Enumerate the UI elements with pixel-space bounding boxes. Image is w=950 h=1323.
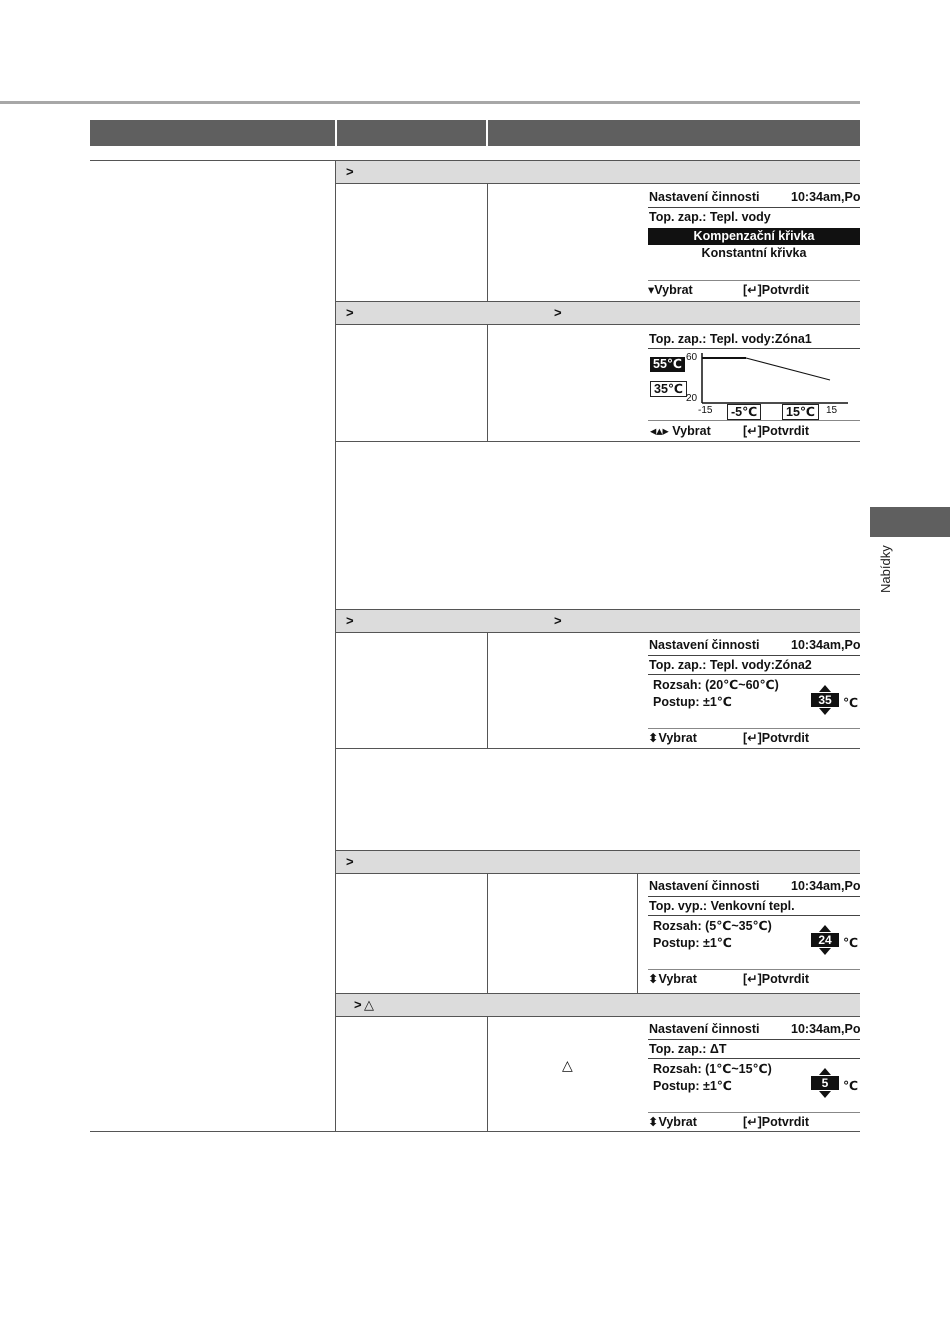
select-hint: ⬍Vybrat	[648, 972, 697, 986]
lcd-header-left: Nastavení činnosti	[649, 1022, 760, 1036]
y-axis-bottom: 20	[686, 393, 698, 404]
confirm-hint: [↵]Potvrdit	[743, 1115, 810, 1129]
chevron-right-icon: >	[554, 305, 562, 320]
select-hint: ⬍Vybrat	[648, 731, 697, 745]
select-hint: ▾Vybrat	[648, 283, 693, 297]
unit-label: ℃	[843, 936, 859, 950]
confirm-hint: [↵]Potvrdit	[743, 972, 810, 986]
section-band-4	[336, 850, 860, 874]
table-header-col1	[90, 120, 335, 146]
step-text: Postup: ±1℃	[653, 695, 732, 709]
confirm-hint: [↵]Potvrdit	[743, 424, 810, 438]
lcd-screen-zone2	[648, 633, 860, 748]
down-arrow-icon[interactable]	[819, 708, 831, 715]
row1-divider	[487, 184, 488, 302]
lcd-screen-outdoor-temp	[648, 874, 860, 993]
table-bottom-line	[90, 1131, 860, 1132]
lcd-header-time: 10:34am,Po	[791, 638, 861, 652]
down-arrow-icon[interactable]	[819, 948, 831, 955]
unit-label: ℃	[843, 1079, 859, 1093]
section-band-5	[336, 993, 860, 1017]
row2-divider	[487, 325, 488, 441]
down-arrow-icon: ▾	[648, 283, 655, 297]
select-hint: ◂▴▸ Vybrat	[650, 424, 711, 438]
range-text: Rozsah: (20℃~60℃)	[653, 678, 779, 692]
value-spinner[interactable]	[810, 1068, 840, 1098]
up-down-arrow-icon: ⬍	[648, 1115, 659, 1129]
row4-divider-b	[637, 874, 638, 993]
up-down-arrow-icon: ⬍	[648, 972, 659, 986]
lcd-subtitle: Top. vyp.: Venkovní tepl.	[649, 899, 795, 913]
x-axis-left: -15	[698, 405, 713, 416]
table-header-col2	[337, 120, 486, 146]
lcd-subtitle: Top. zap.: Tepl. vody:Zóna2	[649, 658, 812, 672]
chevron-right-icon: >	[554, 613, 562, 628]
chevron-right-icon: >	[354, 997, 362, 1012]
side-tab-label: Nabídky	[878, 545, 893, 593]
step-text: Postup: ±1℃	[653, 1079, 732, 1093]
high-outdoor-temp[interactable]: 15℃	[782, 404, 819, 420]
lcd-header-time: 10:34am,Po	[791, 190, 861, 204]
row3-divider	[487, 633, 488, 748]
lcd-subtitle: Top. zap.: ΔT	[649, 1042, 727, 1056]
value-spinner[interactable]	[810, 685, 840, 715]
delta-symbol: △	[364, 997, 374, 1012]
section-band-2	[336, 301, 860, 325]
lcd-header-time: 10:34am,Po	[791, 879, 861, 893]
page-top-rule	[0, 101, 860, 104]
chevron-right-icon: >	[346, 854, 354, 869]
low-outdoor-temp[interactable]: -5℃	[727, 404, 761, 420]
up-arrow-icon[interactable]	[819, 685, 831, 692]
four-way-arrow-icon: ◂▴▸	[650, 424, 673, 438]
lcd-screen-mode-select	[648, 184, 860, 302]
down-arrow-icon[interactable]	[819, 1091, 831, 1098]
spinner-value: 24	[811, 933, 839, 947]
up-arrow-icon[interactable]	[819, 925, 831, 932]
up-down-arrow-icon: ⬍	[648, 731, 659, 745]
option-constant-curve[interactable]: Konstantní křivka	[701, 246, 807, 260]
chevron-right-icon: >	[346, 613, 354, 628]
row5-divider	[487, 1017, 488, 1131]
up-arrow-icon[interactable]	[819, 1068, 831, 1075]
row4-divider-a	[487, 874, 488, 993]
spinner-value: 5	[811, 1076, 839, 1090]
row-line	[336, 748, 860, 749]
section-band-3	[336, 609, 860, 633]
y-axis-top: 60	[686, 352, 698, 363]
section-band-1	[336, 160, 860, 184]
range-text: Rozsah: (5℃~35℃)	[653, 919, 772, 933]
lcd-screen-curve-zone1	[648, 325, 860, 441]
compensation-curve-graph	[698, 353, 848, 405]
chevron-right-icon: >	[346, 164, 354, 179]
spinner-value: 35	[811, 693, 839, 707]
lcd-screen-delta-t	[648, 1017, 860, 1131]
unit-label: ℃	[843, 696, 859, 710]
upper-water-temp[interactable]: 55℃	[650, 357, 685, 372]
table-header-col3	[488, 120, 860, 146]
lower-water-temp[interactable]: 35℃	[650, 381, 687, 397]
lcd-header-left: Nastavení činnosti	[649, 190, 760, 204]
chevron-right-icon: >	[346, 305, 354, 320]
row-line	[336, 441, 860, 442]
option-compensation-curve[interactable]: Kompenzační křivka	[648, 228, 860, 245]
chapter-side-tab	[870, 507, 950, 537]
lcd-subtitle: Top. zap.: Tepl. vody	[649, 210, 771, 224]
x-axis-right: 15	[826, 405, 838, 416]
lcd-subtitle: Top. zap.: Tepl. vody:Zóna1	[649, 332, 812, 346]
step-text: Postup: ±1℃	[653, 936, 732, 950]
lcd-header-time: 10:34am,Po	[791, 1022, 861, 1036]
range-text: Rozsah: (1℃~15℃)	[653, 1062, 772, 1076]
lcd-header-left: Nastavení činnosti	[649, 879, 760, 893]
delta-symbol: △	[562, 1057, 573, 1073]
value-spinner[interactable]	[810, 925, 840, 955]
confirm-hint: [↵]Potvrdit	[743, 731, 810, 745]
lcd-header-left: Nastavení činnosti	[649, 638, 760, 652]
select-hint: ⬍Vybrat	[648, 1115, 697, 1129]
confirm-hint: [↵]Potvrdit	[743, 283, 810, 297]
